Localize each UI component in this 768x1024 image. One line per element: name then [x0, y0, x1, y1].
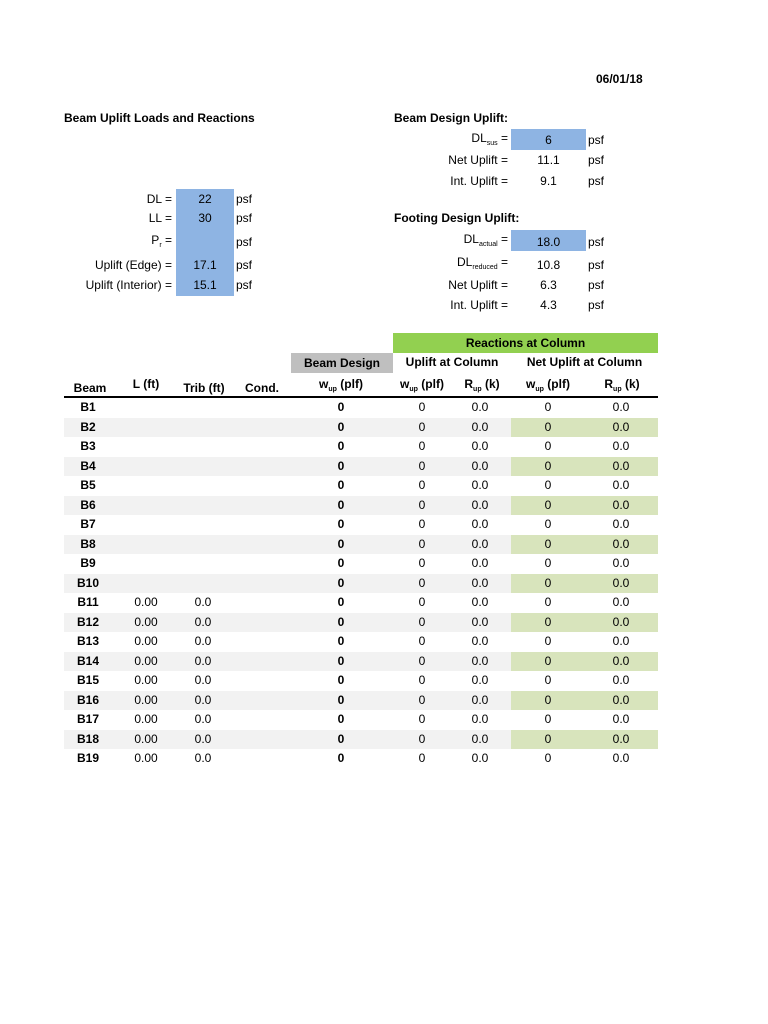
w-net-uplift-cell: 0 [544, 497, 552, 512]
w-beam-design-cell: 0 [337, 478, 345, 492]
r-net-uplift-cell: 0.0 [612, 692, 630, 707]
w-beam-design-cell: 0 [337, 419, 345, 434]
col-header-r-uplift-col: $R_{up}$ (k) [464, 377, 500, 393]
beam-cell: B4 [80, 458, 96, 473]
beam-int-uplift-value: 9.1 [540, 174, 557, 188]
beam-cell: B2 [80, 419, 96, 434]
dl-unit: psf [236, 192, 253, 206]
col-header-trib: Trib (ft) [183, 381, 225, 395]
trib-cell: 0.0 [194, 653, 212, 668]
dl-actual-value[interactable]: 18.0 [536, 235, 561, 249]
w-net-uplift-cell: 0 [544, 575, 552, 590]
ll-label: LL = [148, 211, 172, 225]
footing-net-uplift-value: 6.3 [540, 278, 557, 292]
beam-cell: B17 [76, 712, 99, 726]
r-uplift-col-cell: 0.0 [471, 751, 489, 765]
r-net-uplift-cell: 0.0 [612, 731, 630, 746]
r-net-uplift-cell: 0.0 [612, 751, 630, 765]
beam-cell: B16 [76, 692, 99, 707]
table-row [64, 632, 658, 652]
w-net-uplift-cell: 0 [544, 692, 552, 707]
w-uplift-col-cell: 0 [418, 614, 426, 629]
uplift-interior-label: Uplift (Interior) = [85, 278, 172, 292]
footing-int-uplift-unit: psf [588, 298, 605, 312]
w-net-uplift-cell: 0 [544, 595, 552, 609]
trib-cell: 0.0 [194, 751, 212, 765]
beam-cell: B15 [76, 673, 99, 687]
w-uplift-col-cell: 0 [418, 497, 426, 512]
beam-design-label: Beam Design [303, 356, 381, 370]
table-row [64, 593, 658, 613]
beam-net-uplift-unit: psf [588, 153, 605, 167]
beam-cell: B3 [80, 439, 96, 453]
uplift-edge-unit: psf [236, 258, 253, 272]
r-net-uplift-cell: 0.0 [612, 517, 630, 531]
beam-net-uplift-value: 11.1 [537, 153, 560, 167]
beam-cell: B6 [80, 497, 96, 512]
w-uplift-col-cell: 0 [418, 595, 426, 609]
r-net-uplift-cell: 0.0 [612, 478, 630, 492]
r-uplift-col-cell: 0.0 [471, 595, 489, 609]
w-uplift-col-cell: 0 [418, 575, 426, 590]
uplift-interior-value[interactable]: 15.1 [193, 278, 217, 292]
table-row [64, 437, 658, 457]
dl-sus-value[interactable]: 6 [545, 133, 552, 147]
r-net-uplift-cell: 0.0 [612, 400, 630, 414]
w-beam-design-cell: 0 [337, 634, 345, 648]
col-header-length: L (ft) [132, 377, 160, 391]
beam-cell: B12 [76, 614, 99, 629]
footing-net-uplift-unit: psf [588, 278, 605, 292]
net-uplift-at-column-label: Net Uplift at Column [526, 355, 643, 369]
table-row [64, 730, 658, 750]
trib-cell: 0.0 [194, 712, 212, 726]
w-beam-design-cell: 0 [337, 556, 345, 570]
r-uplift-col-cell: 0.0 [471, 634, 489, 648]
beam-cell: B18 [76, 731, 99, 746]
w-uplift-col-cell: 0 [418, 653, 426, 668]
table-row [64, 418, 658, 438]
r-net-uplift-cell: 0.0 [612, 439, 630, 453]
footing-net-uplift-label: Net Uplift = [448, 278, 508, 292]
table-row [64, 457, 658, 477]
ll-value[interactable]: 30 [198, 211, 212, 225]
length-cell: 0.00 [134, 712, 158, 726]
w-net-uplift-cell: 0 [544, 517, 552, 531]
trib-cell: 0.0 [194, 673, 212, 687]
r-net-uplift-cell: 0.0 [612, 556, 630, 570]
w-beam-design-cell: 0 [337, 575, 345, 590]
length-cell: 0.00 [134, 614, 158, 629]
w-uplift-col-cell: 0 [418, 458, 426, 473]
table-row [64, 554, 658, 574]
table-row [64, 613, 658, 633]
w-beam-design-cell: 0 [337, 517, 345, 531]
r-uplift-col-cell: 0.0 [471, 517, 489, 531]
dl-sus-unit: psf [588, 133, 605, 147]
section-title-uplift-loads: Beam Uplift Loads and Reactions [64, 111, 255, 125]
dl-reduced-value: 10.8 [536, 258, 561, 272]
w-uplift-col-cell: 0 [418, 556, 426, 570]
trib-cell: 0.0 [194, 614, 212, 629]
beam-int-uplift-label: Int. Uplift = [450, 174, 508, 188]
trib-cell: 0.0 [194, 731, 212, 746]
r-uplift-col-cell: 0.0 [471, 712, 489, 726]
table-row [64, 749, 658, 769]
table-row [64, 574, 658, 594]
w-net-uplift-cell: 0 [544, 731, 552, 746]
w-beam-design-cell: 0 [337, 692, 345, 707]
beam-cell: B8 [80, 536, 96, 551]
reactions-at-column-label: Reactions at Column [465, 336, 586, 350]
footing-int-uplift-label: Int. Uplift = [450, 298, 508, 312]
r-net-uplift-cell: 0.0 [612, 712, 630, 726]
w-net-uplift-cell: 0 [544, 751, 552, 765]
table-row [64, 652, 658, 672]
beam-cell: B9 [80, 556, 96, 570]
r-net-uplift-cell: 0.0 [612, 595, 630, 609]
pr-label: $P_r$ = [151, 233, 172, 249]
r-uplift-col-cell: 0.0 [471, 575, 489, 590]
r-net-uplift-cell: 0.0 [612, 419, 630, 434]
w-net-uplift-cell: 0 [544, 712, 552, 726]
w-beam-design-cell: 0 [337, 536, 345, 551]
w-uplift-col-cell: 0 [418, 478, 426, 492]
table-row [64, 515, 658, 535]
dl-actual-label: $DL_{actual}$ = [463, 232, 508, 248]
w-uplift-col-cell: 0 [418, 731, 426, 746]
r-net-uplift-cell: 0.0 [612, 634, 630, 648]
beam-cell: B7 [80, 517, 96, 531]
w-uplift-col-cell: 0 [418, 536, 426, 551]
col-header-w-beam-design: $w_{up}$ (plf) [319, 377, 363, 393]
uplift-edge-label: Uplift (Edge) = [94, 258, 172, 272]
trib-cell: 0.0 [194, 634, 212, 648]
w-net-uplift-cell: 0 [544, 536, 552, 551]
table-row [64, 496, 658, 516]
w-uplift-col-cell: 0 [418, 419, 426, 434]
r-uplift-col-cell: 0.0 [471, 419, 489, 434]
section-title-footing-design-uplift: Footing Design Uplift: [394, 211, 520, 225]
w-beam-design-cell: 0 [337, 751, 345, 765]
r-uplift-col-cell: 0.0 [471, 653, 489, 668]
beam-cell: B10 [76, 575, 99, 590]
w-uplift-col-cell: 0 [418, 400, 426, 414]
w-net-uplift-cell: 0 [544, 614, 552, 629]
w-uplift-col-cell: 0 [418, 712, 426, 726]
w-net-uplift-cell: 0 [544, 556, 552, 570]
r-net-uplift-cell: 0.0 [612, 497, 630, 512]
r-uplift-col-cell: 0.0 [471, 400, 489, 414]
beam-cell: B14 [76, 653, 99, 668]
table-row [64, 691, 658, 711]
r-uplift-col-cell: 0.0 [471, 536, 489, 551]
length-cell: 0.00 [134, 751, 158, 765]
r-uplift-col-cell: 0.0 [471, 673, 489, 687]
beam-cell: B19 [76, 751, 99, 765]
w-net-uplift-cell: 0 [544, 419, 552, 434]
w-beam-design-cell: 0 [337, 614, 345, 629]
r-net-uplift-cell: 0.0 [612, 458, 630, 473]
w-beam-design-cell: 0 [337, 439, 345, 453]
footing-int-uplift-value: 4.3 [540, 298, 557, 312]
w-beam-design-cell: 0 [337, 712, 345, 726]
length-cell: 0.00 [134, 595, 158, 609]
w-uplift-col-cell: 0 [418, 634, 426, 648]
r-net-uplift-cell: 0.0 [612, 673, 630, 687]
col-header-r-net-uplift: $R_{up}$ (k) [604, 377, 640, 393]
r-net-uplift-cell: 0.0 [612, 536, 630, 551]
w-uplift-col-cell: 0 [418, 439, 426, 453]
length-cell: 0.00 [134, 731, 158, 746]
trib-cell: 0.0 [194, 692, 212, 707]
dl-value[interactable]: 22 [198, 192, 212, 206]
ll-unit: psf [236, 211, 253, 225]
beam-net-uplift-label: Net Uplift = [448, 153, 508, 167]
pr-unit: psf [236, 235, 253, 249]
table-row [64, 398, 658, 418]
w-net-uplift-cell: 0 [544, 439, 552, 453]
r-net-uplift-cell: 0.0 [612, 575, 630, 590]
r-net-uplift-cell: 0.0 [612, 653, 630, 668]
beam-cell: B13 [76, 634, 99, 648]
w-beam-design-cell: 0 [337, 497, 345, 512]
length-cell: 0.00 [134, 692, 158, 707]
col-header-w-net-uplift: $w_{up}$ (plf) [526, 377, 570, 393]
w-beam-design-cell: 0 [337, 400, 345, 414]
dl-actual-unit: psf [588, 235, 605, 249]
w-net-uplift-cell: 0 [544, 400, 552, 414]
w-net-uplift-cell: 0 [544, 478, 552, 492]
dl-sus-label: $DL_{sus}$ = [471, 131, 508, 147]
table-row [64, 710, 658, 730]
col-header-w-uplift-col: $w_{up}$ (plf) [400, 377, 444, 393]
uplift-at-column-label: Uplift at Column [405, 355, 499, 369]
w-beam-design-cell: 0 [337, 458, 345, 473]
w-beam-design-cell: 0 [337, 673, 345, 687]
r-uplift-col-cell: 0.0 [471, 692, 489, 707]
dl-reduced-unit: psf [588, 258, 605, 272]
length-cell: 0.00 [134, 634, 158, 648]
r-uplift-col-cell: 0.0 [471, 614, 489, 629]
w-net-uplift-cell: 0 [544, 634, 552, 648]
table-row [64, 535, 658, 555]
w-uplift-col-cell: 0 [418, 751, 426, 765]
w-net-uplift-cell: 0 [544, 653, 552, 668]
section-title-beam-design-uplift: Beam Design Uplift: [394, 111, 509, 125]
r-uplift-col-cell: 0.0 [471, 458, 489, 473]
beam-int-uplift-unit: psf [588, 174, 605, 188]
beam-cell: B5 [80, 478, 96, 492]
r-uplift-col-cell: 0.0 [471, 439, 489, 453]
r-uplift-col-cell: 0.0 [471, 478, 489, 492]
table-row [64, 476, 658, 496]
col-header-beam: Beam [73, 381, 107, 395]
w-beam-design-cell: 0 [337, 595, 345, 609]
w-net-uplift-cell: 0 [544, 458, 552, 473]
date-stamp: 06/01/18 [596, 72, 643, 86]
w-uplift-col-cell: 0 [418, 673, 426, 687]
length-cell: 0.00 [134, 653, 158, 668]
r-net-uplift-cell: 0.0 [612, 614, 630, 629]
table-row [64, 671, 658, 691]
col-header-cond: Cond. [245, 381, 279, 395]
dl-label: DL = [146, 192, 172, 206]
beam-cell: B11 [77, 595, 99, 609]
w-uplift-col-cell: 0 [418, 692, 426, 707]
length-cell: 0.00 [134, 673, 158, 687]
r-uplift-col-cell: 0.0 [471, 731, 489, 746]
w-uplift-col-cell: 0 [418, 517, 426, 531]
w-beam-design-cell: 0 [337, 731, 345, 746]
uplift-edge-value[interactable]: 17.1 [193, 258, 217, 272]
w-beam-design-cell: 0 [337, 653, 345, 668]
dl-reduced-label: $DL_{reduced}$ = [457, 255, 508, 271]
uplift-interior-unit: psf [236, 278, 253, 292]
w-net-uplift-cell: 0 [544, 673, 552, 687]
r-uplift-col-cell: 0.0 [471, 556, 489, 570]
r-uplift-col-cell: 0.0 [471, 497, 489, 512]
trib-cell: 0.0 [194, 595, 212, 609]
beam-cell: B1 [80, 400, 96, 414]
